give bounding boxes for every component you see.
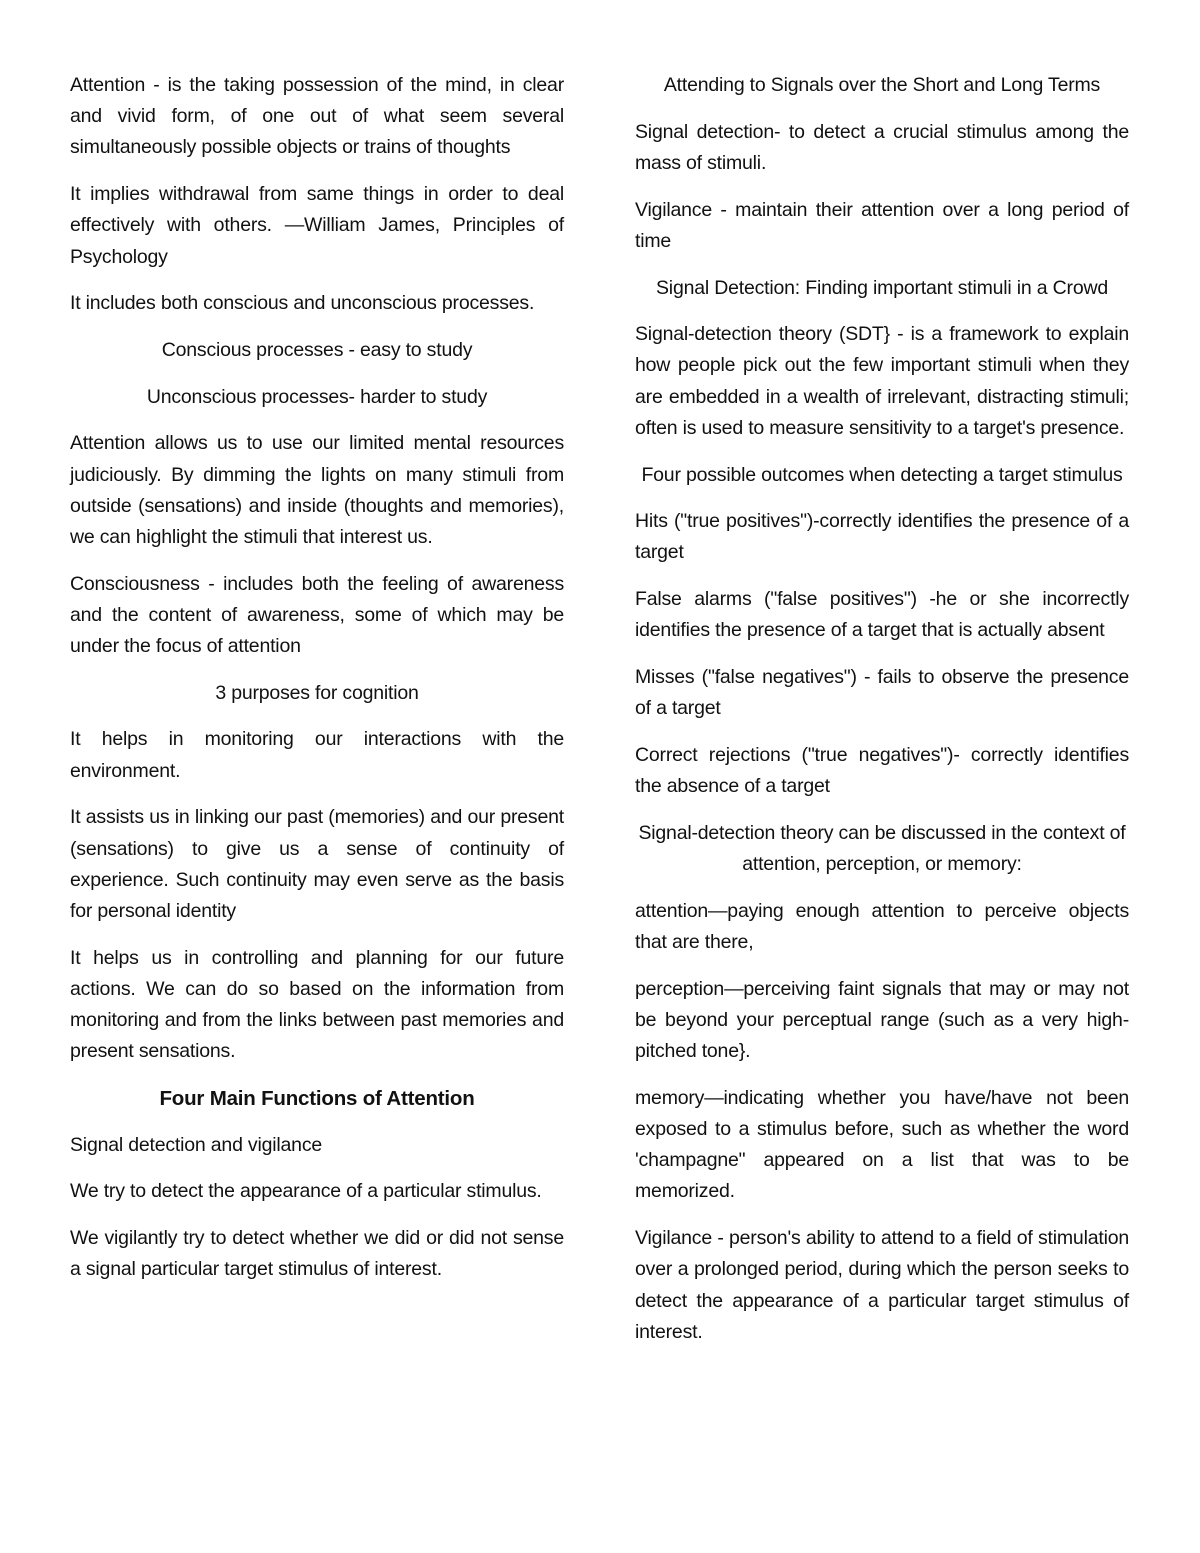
purpose-planning: It helps us in controlling and planning for our future actions. We can do so based on the information from monitoring and from the links between past memories and present sensations. (70, 946, 564, 1063)
william-james-quote: It implies withdrawal from same things in order to deal effectively with others. —William James, Principles of Psychology (70, 183, 564, 268)
vigilant-detection-paragraph: We vigilantly try to detect whether we did or did not sense a signal particular target stimulus of interest. (70, 1227, 564, 1281)
sdt-perception: perception—perceiving faint signals that may or may not be beyond your perceptual range (such as a very high-pitched tone}. (635, 977, 1129, 1063)
purposes-subheading: 3 purposes for cognition (215, 681, 419, 704)
unconscious-processes-line: Unconscious processes- harder to study (146, 385, 488, 408)
limited-resources-paragraph: Attention allows us to use our limited mental resources judiciously. By dimming the lights on many stimuli from outside (sensations) and inside (thoughts and memories), we can highlight the stimuli that interest us. (70, 432, 564, 548)
sdt-context-subheading: Signal-detection theory can be discussed in the context of attention, perception, or memory: (638, 821, 1126, 876)
sdt-memory: memory—indicating whether you have/have not been exposed to a stimulus before, such as whether the word 'champagne" appeared on a list that was to be memorized. (635, 1086, 1129, 1203)
left-column (70, 70, 564, 1301)
outcome-false-alarms: False alarms ("false positives") -he or she incorrectly identifies the presence of a target that is actually absent (635, 588, 1129, 642)
outcome-misses: Misses ("false negatives") - fails to observe the presence of a target (635, 666, 1129, 720)
sdt-attention: attention—paying enough attention to perceive objects that are there, (635, 899, 1129, 953)
conscious-processes-line: Conscious processes - easy to study (161, 338, 473, 361)
consciousness-definition: Consciousness - includes both the feeling of awareness and the content of awareness, some of which may be under the focus of attention (70, 572, 564, 658)
signals-subheading: Attending to Signals over the Short and Long Terms (663, 74, 1101, 96)
right-column (635, 70, 1129, 1363)
section-heading: Four Main Functions of Attention (159, 1086, 475, 1110)
signal-detection-definition: Signal detection- to detect a crucial stimulus among the mass of stimuli. (635, 120, 1129, 174)
outcome-correct-rejections: Correct rejections ("true negatives")- correctly identifies the absence of a target (635, 743, 1129, 798)
purpose-monitoring: It helps in monitoring our interactions with the environment. (70, 728, 564, 782)
function-signal-detection: Signal detection and vigilance (70, 1133, 323, 1156)
outcome-hits: Hits ("true positives")-correctly identifies the presence of a target (635, 510, 1129, 564)
conscious-unconscious-paragraph: It includes both conscious and unconscious processes. (70, 292, 535, 315)
crowd-subheading: Signal Detection: Finding important stimuli in a Crowd (656, 276, 1108, 299)
vigilance-definition: Vigilance - person's ability to attend to a field of stimulation over a prolonged period, during which the person seeks to detect the appearance of a particular target stimulus of interest. (635, 1227, 1129, 1343)
purpose-linking: It assists us in linking our past (memories) and our present (sensations) to give us a sense of continuity of experience. Such continuity may even serve as the basis for personal identity (70, 806, 564, 922)
vigilance-short-definition: Vigilance - maintain their attention over a long period of time (635, 198, 1129, 252)
attention-definition: Attention - is the taking possession of the mind, in clear and vivid form, of one out of what seem several simultaneously possible objects or trains of thoughts (70, 74, 564, 159)
outcomes-subheading: Four possible outcomes when detecting a target stimulus (641, 463, 1123, 486)
detect-stimulus-paragraph: We try to detect the appearance of a particular stimulus. (70, 1180, 542, 1203)
sdt-definition: Signal-detection theory (SDT} - is a framework to explain how people pick out the few important stimuli when they are embedded in a wealth of irrelevant, distracting stimuli; often is used to measure sensitivity to a target's presence. (635, 323, 1129, 439)
